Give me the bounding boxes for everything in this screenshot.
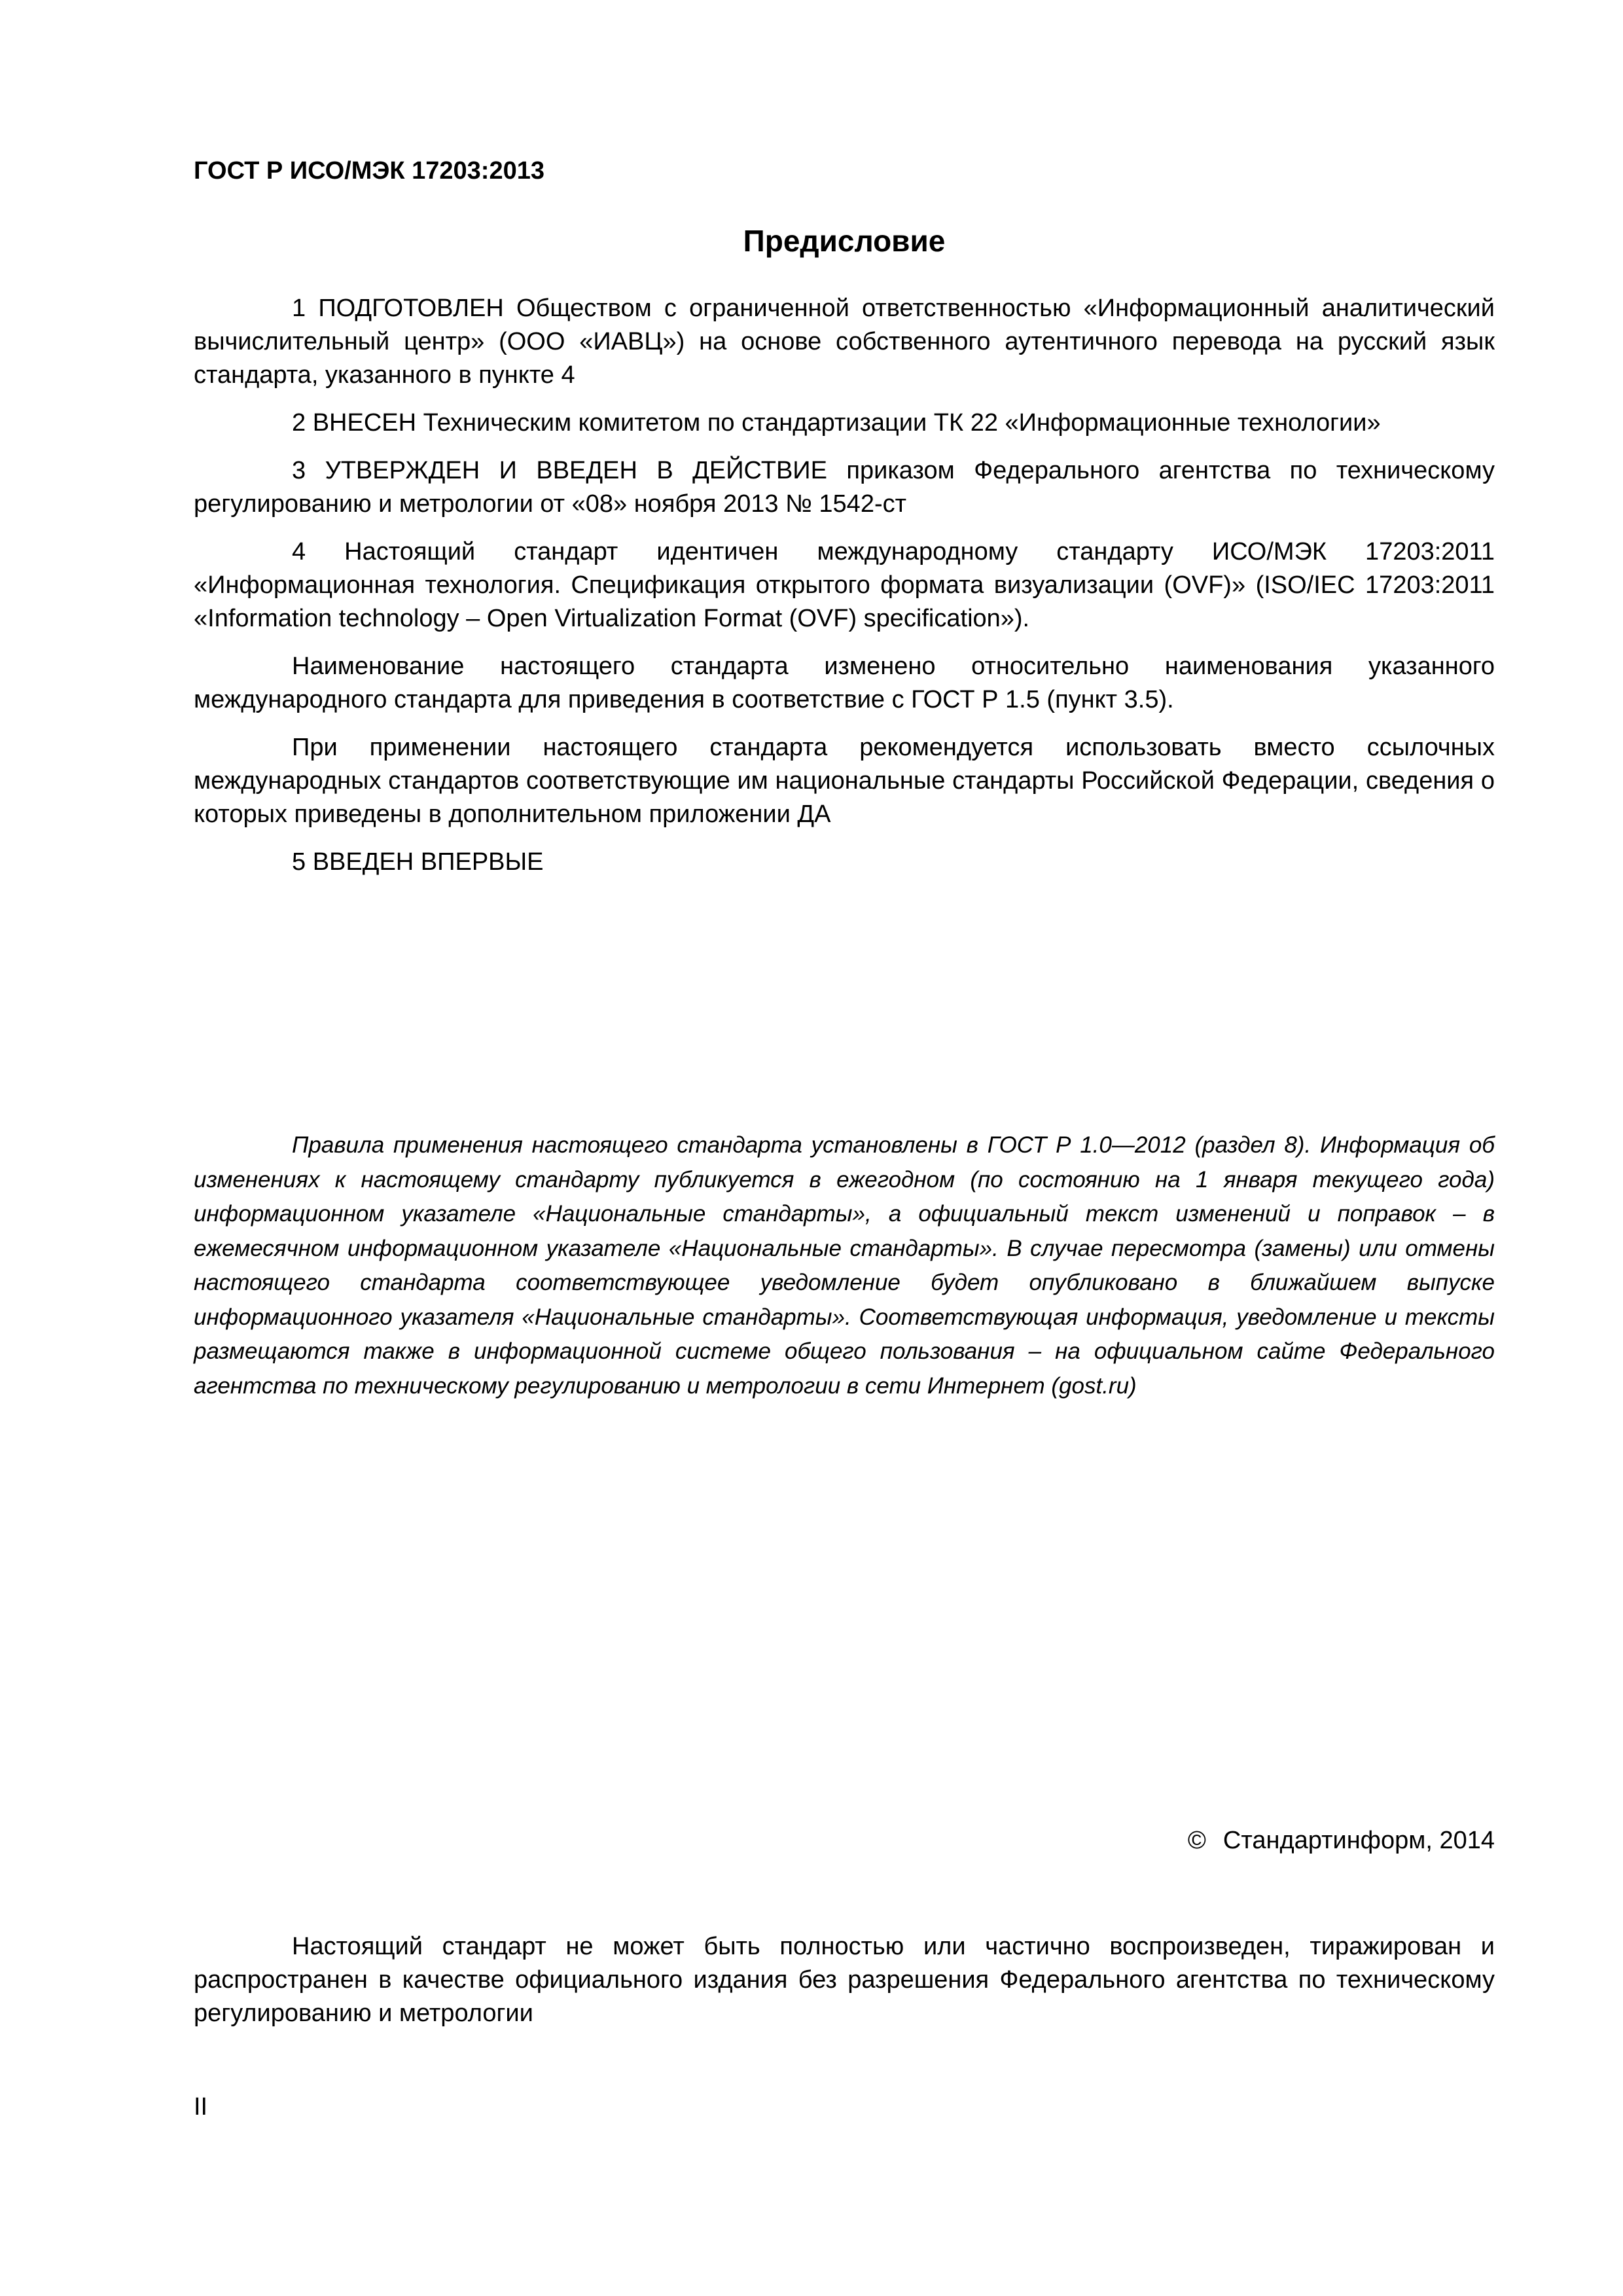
copyright-line — [1188, 1824, 1495, 1857]
foreword-item-2: 2 ВНЕСЕН Техническим комитетом по стандартизации ТК 22 «Информационные технологии» — [292, 409, 1381, 437]
foreword-item-4-rename-note: Наименование настоящего стандарта изменено относительно наименования указанного международного стандарта для приведения в соответствие с ГОСТ Р 1.5 (пункт 3.5). — [194, 653, 1495, 713]
copyright-icon: © — [1187, 1827, 1206, 1854]
application-rules-notice — [194, 1128, 1495, 1403]
page-number: II — [194, 2093, 208, 2121]
application-rules-text: Правила применения настоящего стандарта установлены в ГОСТ Р 1.0—2012 (раздел 8). Информация об изменениях к настоящему стандарту публикуется в ежегодном (по состоянию на 1 января текущего года) информационном указателе «Национальные стандарты», а официальный текст изменений и поправок – в ежемесячном информационном указателе «Национальные стандарты». В случае пересмотра (замены) или отмены настоящего стандарта соответствующее уведомление будет опубликовано в ближайшем выпуске информационного указателя «Национальные стандарты». Соответствующая информация, уведомление и тексты размещаются также в информационной системе общего пользования – на официальном сайте Федерального агентства по техническому регулированию и метрологии в сети Интернет (gost.ru) — [194, 1132, 1495, 1399]
foreword-item-1: 1 ПОДГОТОВЛЕН Обществом с ограниченной ответственностью «Информационный аналитический вычислительный центр» (ООО «ИАВЦ») на основе собственного аутентичного перевода на русский язык стандарта, указанного в пункте 4 — [194, 295, 1495, 389]
foreword-item-4-reference-note: При применении настоящего стандарта рекомендуется использовать вместо ссылочных международных стандартов соответствующие им национальные стандарты Российской Федерации, сведения о которых приведены в дополнительном приложении ДА — [194, 734, 1495, 828]
foreword-item-4: 4 Настоящий стандарт идентичен международному стандарту ИСО/МЭК 17203:2011 «Информационная технология. Спецификация открытого формата визуализации (OVF)» (ISO/IEC 17203:2011 «Information technology – Open Virtualization Format (OVF) specification»). — [194, 538, 1495, 632]
copyright-text: Стандартинформ, 2014 — [1222, 1827, 1495, 1854]
reproduction-notice-text: Настоящий стандарт не может быть полностью или частично воспроизведен, тиражирован и распространен в качестве официального издания без разрешения Федерального агентства по техническому регулированию и метрологии — [194, 1933, 1495, 2027]
foreword-title: Предисловие — [743, 224, 946, 258]
reproduction-notice — [194, 1930, 1495, 2030]
foreword-body — [194, 292, 1495, 893]
foreword-item-5: 5 ВВЕДЕН ВПЕРВЫЕ — [292, 848, 544, 876]
foreword-item-3: 3 УТВЕРЖДЕН И ВВЕДЕН В ДЕЙСТВИЕ приказом Федерального агентства по техническому регулированию и метрологии от «08» ноября 2013 № 1542-ст — [194, 457, 1495, 518]
document-code-header: ГОСТ Р ИСО/МЭК 17203:2013 — [194, 157, 544, 185]
